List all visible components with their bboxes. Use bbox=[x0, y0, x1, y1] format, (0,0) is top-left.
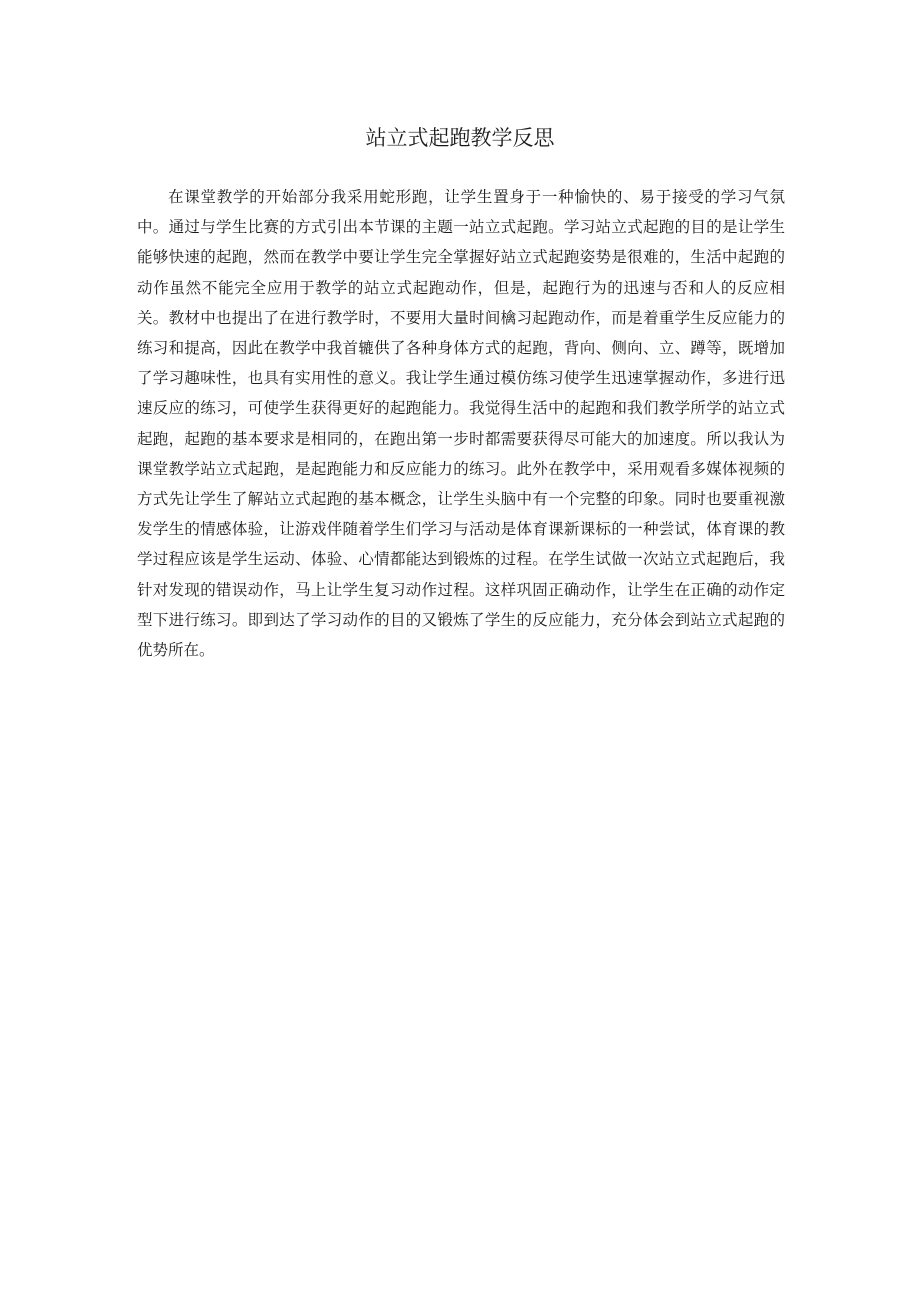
document-title: 站立式起跑教学反思 bbox=[365, 126, 555, 150]
document-body-paragraph: 在课堂教学的开始部分我采用蛇形跑，让学生置身于一种愉快的、易于接受的学习气氛中。通过与学生比赛的方式引出本节课的主题一站立式起跑。学习站立式起跑的目的是让学生能够快速的起跑，然而在教学中要让学生完全掌握好站立式起跑姿势是很难的，生活中起跑的动作虽然不能完全应用于教学的站立式起跑动作，但是，起跑行为的迅速与否和人的反应相关。教材中也提出了在进行教学时，不要用大量时间檎习起跑动作，而是着重学生反应能力的练习和提高，因此在教学中我首辘供了各种身体方式的起跑，背向、侧向、立、蹲等，既增加了学习趣味性，也具有实用性的意义。我让学生通过模仿练习使学生迅速掌握动作，多进行迅速反应的练习，可使学生获得更好的起跑能力。我觉得生活中的起跑和我们教学所学的站立式起跑，起跑的基本要求是相同的，在跑出第一步时都需要获得尽可能大的加速度。所以我认为课堂教学站立式起跑，是起跑能力和反应能力的练习。此外在教学中，采用观看多媒体视频的方式先让学生了解站立式起跑的基本概念，让学生头脑中有一个完整的印象。同时也要重视激发学生的情感体验，让游戏伴随着学生们学习与活动是体育课新课标的一种尝试，体育课的教学过程应该是学生运动、体验、心情都能达到锻炼的过程。在学生试做一次站立式起跑后，我针对发现的错误动作，马上让学生复习动作过程。这样巩固正确动作，让学生在正确的动作定型下进行练习。即到达了学习动作的目的又锻炼了学生的反应能力，充分体会到站立式起跑的优势所在。 bbox=[137, 188, 785, 660]
